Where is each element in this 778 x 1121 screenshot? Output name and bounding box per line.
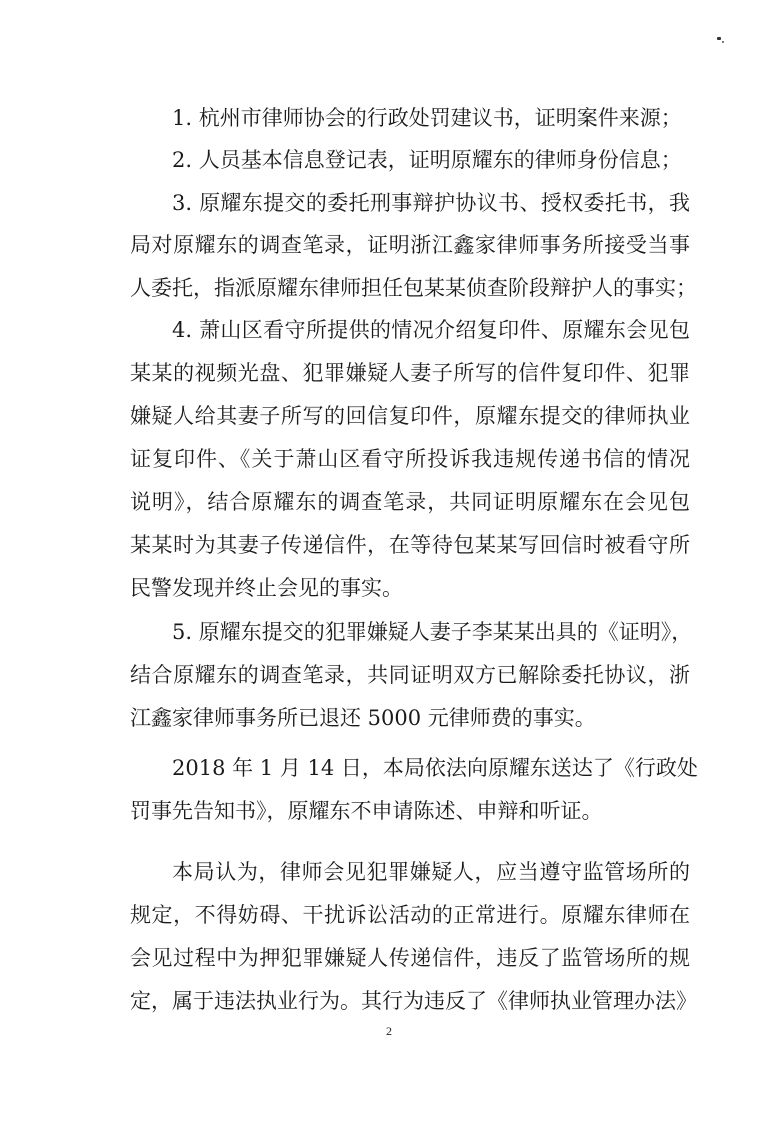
paragraph-4-line-3: 嫌疑人给其妻子所写的回信复印件，原耀东提交的律师执业: [130, 404, 690, 428]
paragraph-5-line-3: 江鑫家律师事务所已退还 5000 元律师费的事实。: [130, 706, 596, 730]
paragraph-6-line-1: 2018 年 1 月 14 日，本局依法向原耀东送达了《行政处: [172, 756, 698, 780]
paragraph-7-line-1: 本局认为，律师会见犯罪嫌疑人，应当遵守监管场所的: [172, 860, 690, 884]
paragraph-4-line-6: 某某时为其妻子传递信件，在等待包某某写回信时被看守所: [130, 533, 690, 557]
paragraph-5-line-1: 5. 原耀东提交的犯罪嫌疑人妻子李某某出具的《证明》，: [172, 620, 693, 644]
paragraph-4-line-2: 某某的视频光盘、犯罪嫌疑人妻子所写的信件复印件、犯罪: [130, 361, 690, 385]
paragraph-3-line-2: 局对原耀东的调查笔录，证明浙江鑫家律师事务所接受当事: [130, 233, 690, 257]
paragraph-2-line-1: 2. 人员基本信息登记表，证明原耀东的律师身份信息；: [172, 148, 682, 172]
paragraph-7-line-2: 规定，不得妨碍、干扰诉讼活动的正常进行。原耀东律师在: [130, 903, 690, 927]
paragraph-4-line-1: 4. 萧山区看守所提供的情况介绍复印件、原耀东会见包: [172, 318, 690, 342]
paragraph-4-line-7: 民警发现并终止会见的事实。: [130, 576, 403, 600]
paragraph-4-line-4: 证复印件、《关于萧山区看守所投诉我违规传递书信的情况: [130, 447, 690, 471]
paragraph-1-line-1: 1. 杭州市律师协会的行政处罚建议书，证明案件来源；: [172, 106, 682, 130]
page-number: 2: [386, 1024, 392, 1038]
paragraph-6-line-2: 罚事先告知书》，原耀东不申请陈述、申辩和听证。: [130, 799, 603, 823]
scan-speck: [717, 37, 721, 40]
paragraph-7-line-3: 会见过程中为押犯罪嫌疑人传递信件，违反了监管场所的规: [130, 946, 690, 970]
paragraph-4-line-5: 说明》，结合原耀东的调查笔录，共同证明原耀东在会见包: [130, 490, 690, 514]
paragraph-3-line-1: 3. 原耀东提交的委托刑事辩护协议书、授权委托书，我: [172, 191, 690, 215]
paragraph-5-line-2: 结合原耀东的调查笔录，共同证明双方已解除委托协议，浙: [130, 663, 690, 687]
paragraph-7-line-4: 定，属于违法执业行为。其行为违反了《律师执业管理办法》: [130, 989, 697, 1013]
scan-speck: [722, 41, 724, 43]
paragraph-3-line-3: 人委托，指派原耀东律师担任包某某侦查阶段辩护人的事实；: [130, 276, 697, 300]
